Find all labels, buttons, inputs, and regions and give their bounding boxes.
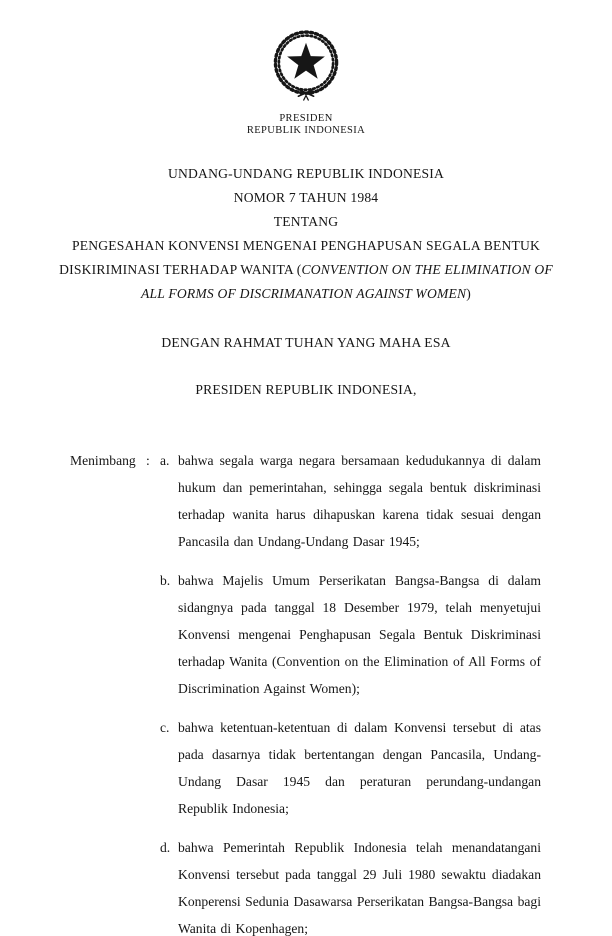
letterhead — [0, 0, 612, 137]
item-text: bahwa segala warga negara bersamaan kedudukannya di dalam hukum dan pemerintahan, sehingga segala bentuk diskriminasi terhadap wanita harus dihapuskan karena tidak sesuai dengan Pancasila dan Undang-Undang Dasar 1945; — [178, 453, 541, 549]
presidential-seal-icon — [260, 26, 352, 110]
menimbang-section — [70, 447, 541, 936]
star-icon — [287, 43, 325, 79]
title-line-5: DISKIRIMINASI TERHADAP WANITA (CONVENTION ON THE ELIMINATION OF — [59, 262, 553, 277]
menimbang-label: Menimbang — [70, 453, 136, 468]
letterhead-presiden: PRESIDEN — [279, 113, 333, 124]
title-line-4: PENGESAHAN KONVENSI MENGENAI PENGHAPUSAN SEGALA BENTUK — [71, 238, 541, 253]
menimbang-item-c — [160, 714, 541, 822]
item-text: bahwa ketentuan-ketentuan di dalam Konvensi tersebut di atas pada dasarnya tidak bertentangan dengan Pancasila, Undang-Undang Dasar 1945 dan peraturan perundang-undangan Republik Indonesia; — [178, 720, 541, 816]
item-letter: c. — [160, 720, 170, 735]
menimbang-item-b — [160, 567, 541, 702]
item-letter: d. — [160, 840, 171, 855]
item-letter: a. — [160, 453, 170, 468]
item-letter: b. — [160, 573, 171, 588]
title-line-1: UNDANG-UNDANG REPUBLIK INDONESIA — [168, 166, 444, 181]
menimbang-item-a — [160, 447, 541, 555]
item-text: bahwa Majelis Umum Perserikatan Bangsa-Bangsa di dalam sidangnya pada tanggal 18 Desember 1979, telah menyetujui Konvensi mengenai Penghapusan Segala Bentuk Diskriminasi terhadap Wanita (Convention on the Elimination of All Forms of Discrimination Against Women); — [178, 573, 541, 696]
invocation-line: DENGAN RAHMAT TUHAN YANG MAHA ESA — [161, 335, 451, 350]
title-line-2: NOMOR 7 TAHUN 1984 — [233, 190, 379, 205]
authority-line: PRESIDEN REPUBLIK INDONESIA, — [195, 382, 417, 397]
item-text: bahwa Pemerintah Republik Indonesia telah menandatangani Konvensi tersebut pada tanggal 29 Juli 1980 sewaktu diadakan Konperensi Sedunia Dasawarsa Perserikatan Bangsa-Bangsa bagi Wanita di Kopenhagen; — [178, 840, 541, 936]
menimbang-items — [160, 447, 541, 936]
menimbang-colon: : — [146, 453, 150, 468]
law-title — [0, 162, 612, 306]
menimbang-item-d — [160, 834, 541, 936]
title-line-3: TENTANG — [273, 214, 339, 229]
letterhead-republik-indonesia: REPUBLIK INDONESIA — [246, 125, 366, 136]
title-line-6: ALL FORMS OF DISCRIMANATION AGAINST WOMEN) — [141, 286, 471, 301]
